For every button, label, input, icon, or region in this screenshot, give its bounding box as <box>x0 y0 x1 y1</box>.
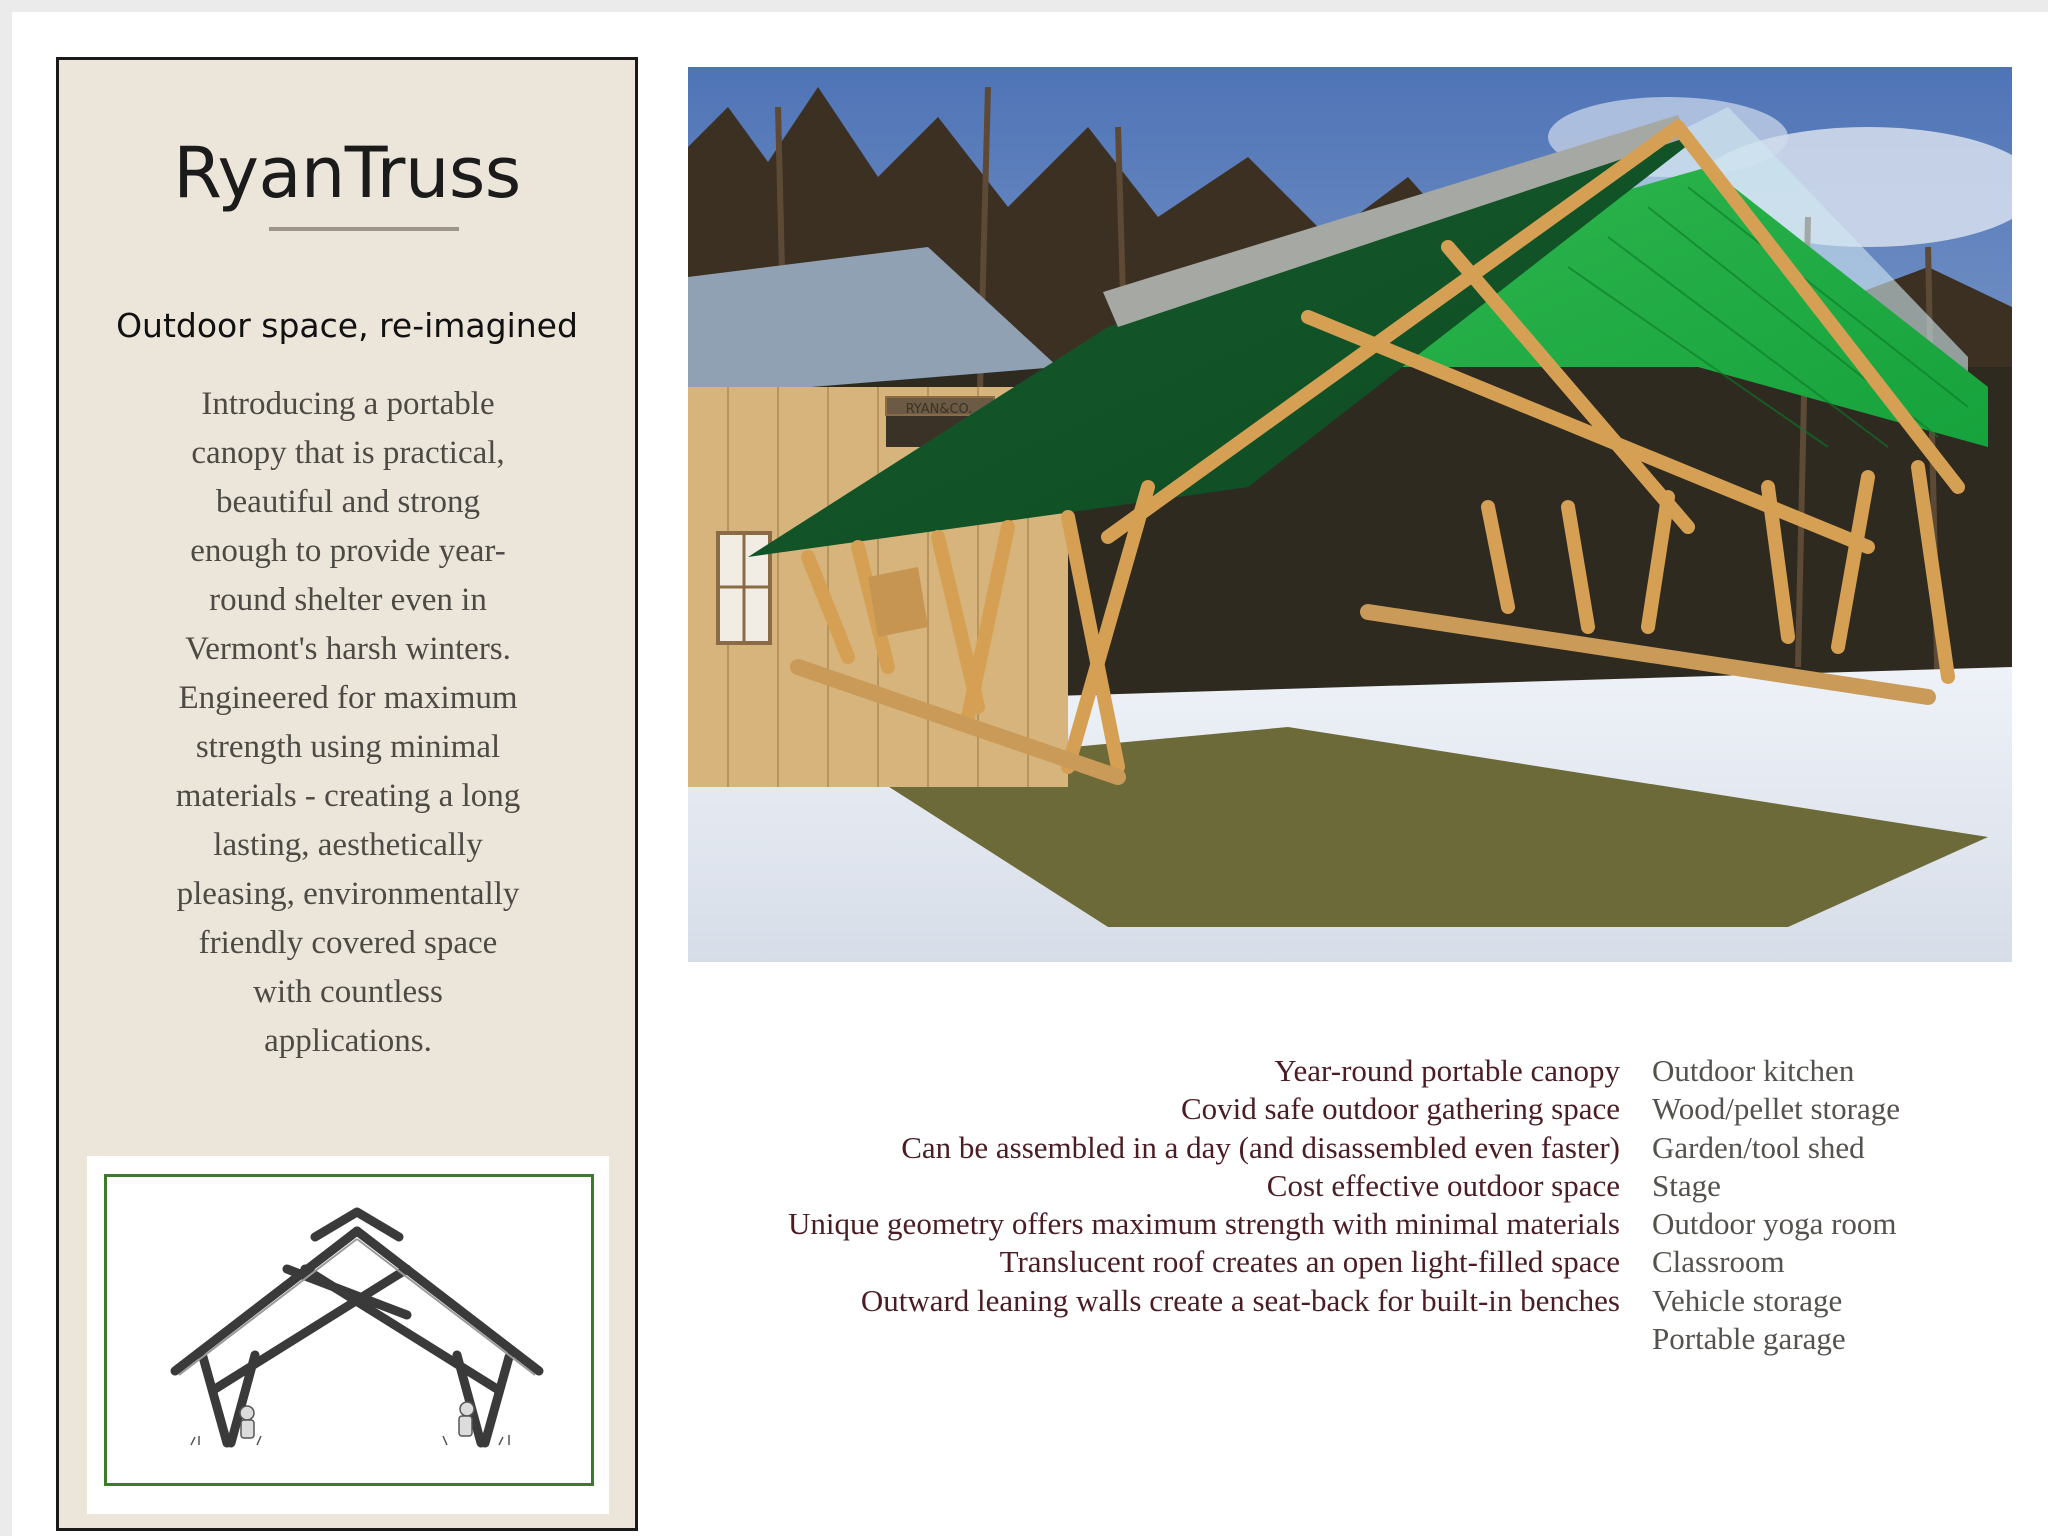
intro-line: applications. <box>264 1023 432 1059</box>
feature-item: Outward leaning walls create a seat-back for built-in benches <box>860 1282 1620 1318</box>
use-item: Classroom <box>1652 1244 1785 1280</box>
intro-line: enough to provide year- <box>190 533 506 569</box>
use-item: Portable garage <box>1652 1321 1846 1357</box>
intro-line: friendly covered space <box>198 925 498 961</box>
intro-line: round shelter even in <box>209 582 487 618</box>
intro-line: strength using minimal <box>195 729 501 765</box>
intro-line: beautiful and strong <box>216 484 480 520</box>
title-underline <box>269 227 459 231</box>
intro-line: lasting, aesthetically <box>213 827 483 863</box>
feature-item: Unique geometry offers maximum strength with minimal materials <box>788 1206 1620 1242</box>
intro-line: Vermont's harsh winters. <box>185 631 511 667</box>
use-item: Vehicle storage <box>1652 1282 1843 1318</box>
tagline: Outdoor space, re-imagined <box>116 306 578 345</box>
feature-list <box>620 1052 1620 1320</box>
use-item: Garden/tool shed <box>1652 1129 1865 1165</box>
page <box>12 12 2048 1536</box>
feature-item: Can be assembled in a day (and disassembled even faster) <box>901 1129 1620 1165</box>
intro-paragraph <box>143 380 553 1066</box>
intro-line: canopy that is practical, <box>191 435 505 471</box>
feature-item: Year-round portable canopy <box>1274 1053 1620 1088</box>
intro-line: materials - creating a long <box>175 778 521 814</box>
barn-sign: RYAN&CO. <box>905 402 973 417</box>
intro-line: Introducing a portable <box>201 386 495 422</box>
uses-list <box>1652 1052 2032 1358</box>
feature-item: Covid safe outdoor gathering space <box>1180 1091 1620 1127</box>
canopy-photo-illustration <box>688 67 2012 962</box>
feature-item: Cost effective outdoor space <box>1266 1167 1620 1203</box>
canopy-photo <box>688 67 2012 962</box>
use-item: Outdoor kitchen <box>1652 1053 1855 1088</box>
brand-title: RyanTruss <box>173 132 521 214</box>
truss-sketch-frame <box>104 1174 594 1486</box>
brand-panel <box>56 57 638 1531</box>
use-item: Wood/pellet storage <box>1652 1091 1901 1127</box>
use-item: Stage <box>1652 1167 1721 1203</box>
feature-item: Translucent roof creates an open light-filled space <box>999 1244 1620 1280</box>
truss-sketch-card <box>87 1156 609 1514</box>
use-item: Outdoor yoga room <box>1652 1206 1897 1242</box>
intro-line: with countless <box>253 974 443 1010</box>
intro-line: pleasing, environmentally <box>176 876 520 912</box>
truss-sketch-illustration <box>107 1177 591 1483</box>
intro-line: Engineered for maximum <box>178 680 518 716</box>
